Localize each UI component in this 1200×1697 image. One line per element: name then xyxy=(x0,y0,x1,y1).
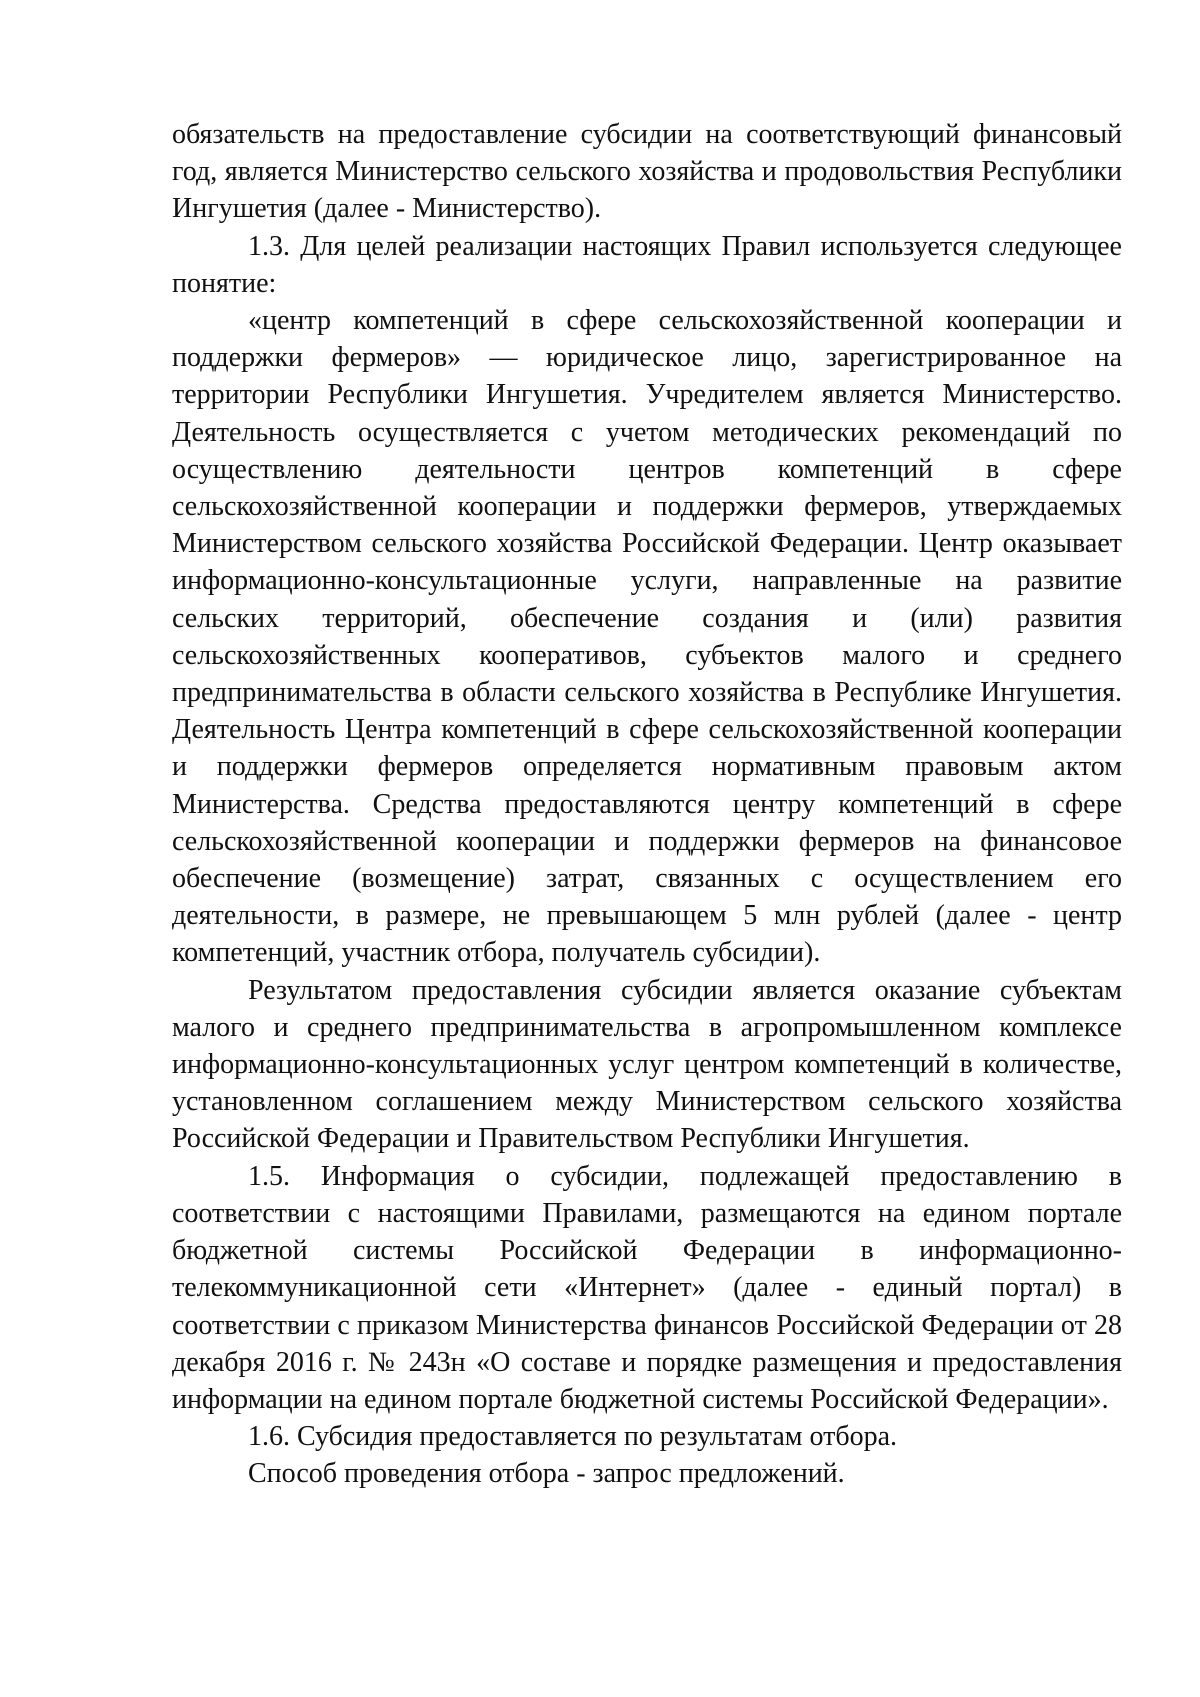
paragraph-1-5: 1.5. Информация о субсидии, подлежащей предоставлению в соответствии с настоящими Правилами, размещаются на едином портале бюджетной системы Российской Федерации в информационно-телекоммуникационной сети «Интернет» (далее - единый портал) в соответствии с приказом Министерства финансов Российской Федерации от 28 декабря 2016 г. № 243н «О составе и порядке размещения и предоставления информации на едином портале бюджетной системы Российской Федерации». xyxy=(172,1160,1122,1415)
document-body xyxy=(172,116,1122,1493)
paragraph-1-6: 1.6. Субсидия предоставляется по результатам отбора. xyxy=(248,1421,898,1453)
paragraph-selection-method: Способ проведения отбора - запрос предложений. xyxy=(248,1458,845,1490)
paragraph-result: Результатом предоставления субсидии является оказание субъектам малого и среднего предпринимательства в агропромышленном комплексе информационно-консультационных услуг центром компетенций в количестве, установленном соглашением между Министерством сельского хозяйства Российской Федерации и Правительством Республики Ингушетия. xyxy=(172,974,1122,1155)
paragraph-definition: «центр компетенций в сфере сельскохозяйственной кооперации и поддержки фермеров» — юридическое лицо, зарегистрированное на территории Республики Ингушетия. Учредителем является Министерство. Деятельность осуществляется с учетом методических рекомендаций по осуществлению деятельности центров компетенций в сфере сельскохозяйственной кооперации и поддержки фермеров, утверждаемых Министерством сельского хозяйства Российской Федерации. Центр оказывает информационно-консультационные услуги, направленные на развитие сельских территорий, обеспечение создания и (или) развития сельскохозяйственных кооперативов, субъектов малого и среднего предпринимательства в области сельского хозяйства в Республике Ингушетия. Деятельность Центра компетенций в сфере сельскохозяйственной кооперации и поддержки фермеров определяется нормативным правовым актом Министерства. Средства предоставляются центру компетенций в сфере сельскохозяйственной кооперации и поддержки фермеров на финансовое обеспечение (возмещение) затрат, связанных с осуществлением его деятельности, в размере, не превышающем 5 млн рублей (далее - центр компетенций, участник отбора, получатель субсидии). xyxy=(172,305,1122,969)
paragraph-continuation: обязательств на предоставление субсидии на соответствующий финансовый год, является Министерство сельского хозяйства и продовольствия Республики Ингушетия (далее - Министерство). xyxy=(172,119,1122,225)
paragraph-1-3: 1.3. Для целей реализации настоящих Правил используется следующее понятие: xyxy=(172,230,1122,299)
